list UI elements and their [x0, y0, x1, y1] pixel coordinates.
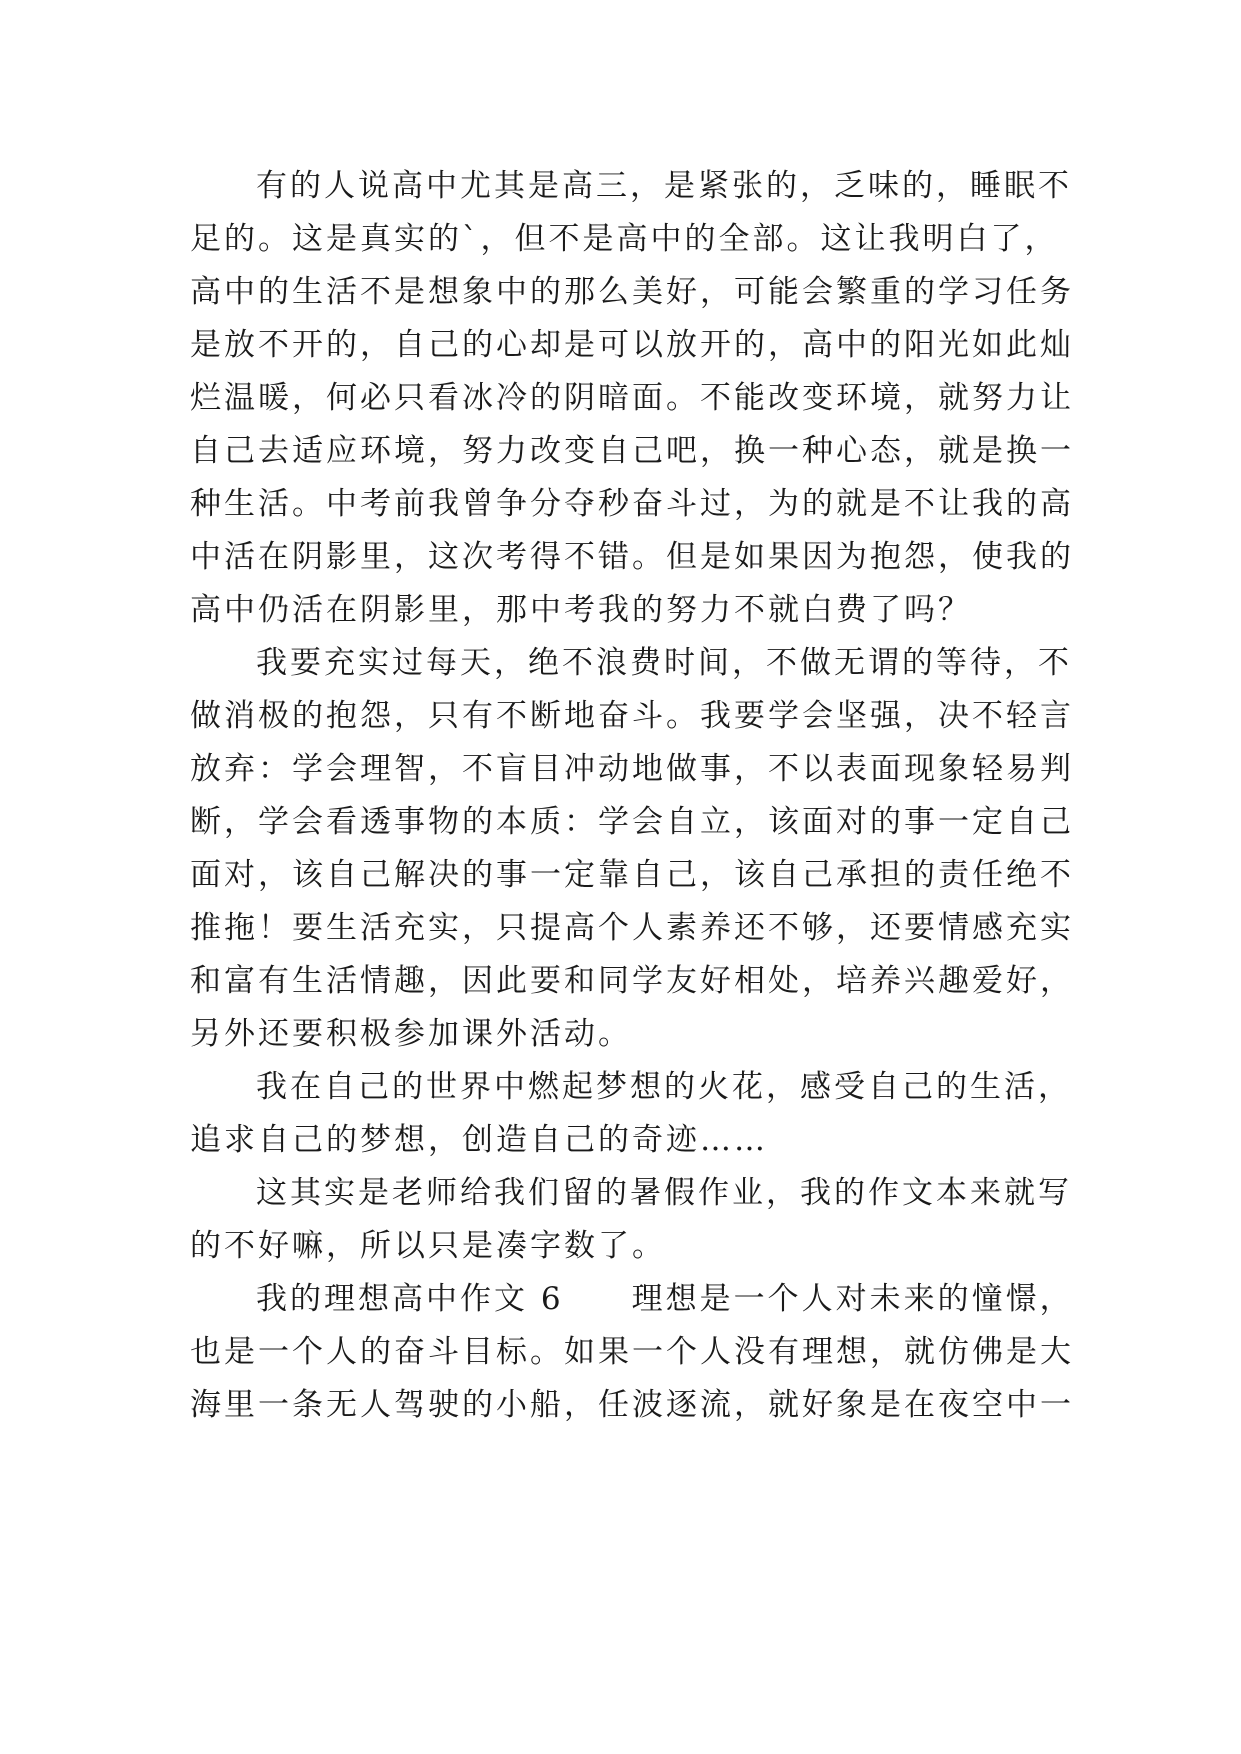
- text-line: 是放不开的，自己的心却是可以放开的，高中的阳光如此灿: [190, 327, 1074, 363]
- text-line: 中活在阴影里，这次考得不错。但是如果因为抱怨，使我的: [190, 539, 1074, 575]
- text-line: 推拖！要生活充实，只提高个人素养还不够，还要情感充实: [190, 910, 1074, 946]
- text-line: 和富有生活情趣，因此要和同学友好相处，培养兴趣爱好，: [190, 963, 1074, 999]
- text-line: 面对，该自己解决的事一定靠自己，该自己承担的责任绝不: [190, 857, 1074, 893]
- text-line: 做消极的抱怨，只有不断地奋斗。我要学会坚强，决不轻言: [190, 698, 1074, 734]
- text-line: 断，学会看透事物的本质：学会自立，该面对的事一定自己: [190, 804, 1074, 840]
- text-line: 高中仍活在阴影里，那中考我的努力不就白费了吗？: [190, 592, 972, 628]
- text-line: 我在自己的世界中燃起梦想的火花，感受自己的生活，: [256, 1069, 1072, 1105]
- text-line: 种生活。中考前我曾争分夺秒奋斗过，为的就是不让我的高: [190, 486, 1074, 522]
- text-line: 我的理想高中作文 6 理想是一个人对未来的憧憬，: [256, 1281, 1074, 1317]
- text-line: 自己去适应环境，努力改变自己吧，换一种心态，就是换一: [190, 433, 1074, 469]
- text-line: 我要充实过每天，绝不浪费时间，不做无谓的等待，不: [256, 645, 1072, 681]
- text-line: 有的人说高中尤其是高三，是紧张的，乏味的，睡眠不: [256, 168, 1072, 204]
- text-line: 这其实是老师给我们留的暑假作业，我的作文本来就写: [256, 1175, 1072, 1211]
- text-line: 足的。这是真实的`，但不是高中的全部。这让我明白了，: [190, 221, 1059, 257]
- text-line: 海里一条无人驾驶的小船，任波逐流，就好象是在夜空中一: [190, 1387, 1074, 1423]
- text-line: 放弃：学会理智，不盲目冲动地做事，不以表面现象轻易判: [190, 751, 1074, 787]
- text-line: 另外还要积极参加课外活动。: [190, 1016, 632, 1052]
- text-line: 高中的生活不是想象中的那么美好，可能会繁重的学习任务: [190, 274, 1074, 310]
- text-line: 追求自己的梦想，创造自己的奇迹……: [190, 1122, 768, 1158]
- text-line: 的不好嘛，所以只是凑字数了。: [190, 1228, 666, 1264]
- text-line: 也是一个人的奋斗目标。如果一个人没有理想，就仿佛是大: [190, 1334, 1074, 1370]
- text-line: 烂温暖，何必只看冰冷的阴暗面。不能改变环境，就努力让: [190, 380, 1074, 416]
